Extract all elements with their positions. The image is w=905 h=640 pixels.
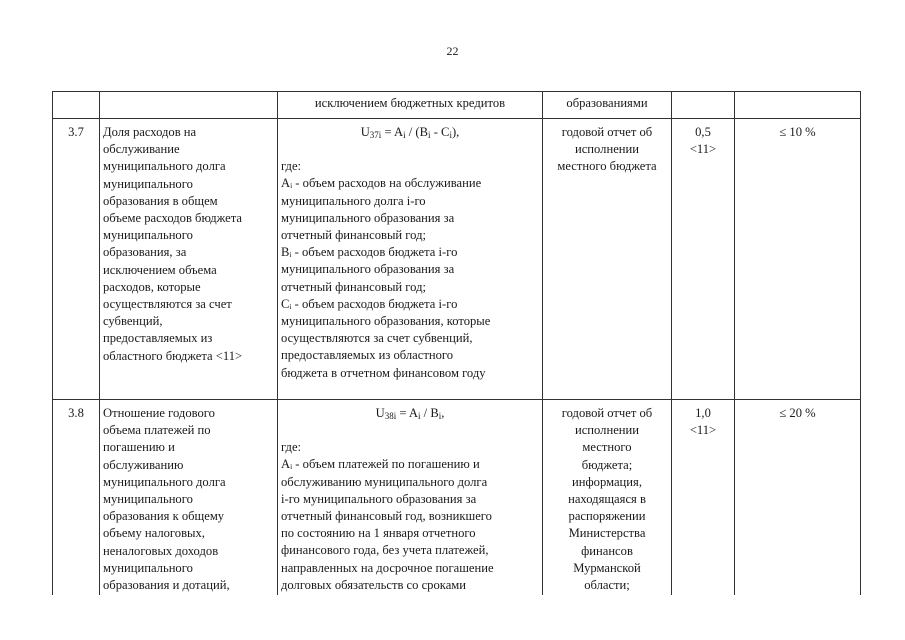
formula-rhs: = A bbox=[381, 125, 404, 139]
cell-threshold: ≤ 20 % bbox=[735, 400, 861, 596]
formula-tail: / (B bbox=[405, 125, 429, 139]
page-number: 22 bbox=[446, 44, 459, 58]
cell-name bbox=[100, 92, 278, 119]
formula-tail-sub: i bbox=[428, 130, 431, 140]
cell-source: образованиями bbox=[543, 92, 672, 119]
cell-name: Доля расходов на обслуживание муниципального долга муниципального образования в общем объеме расходов бюджета муниципального образования, за исключением объема расходов, которые осуществляются за счет субвенций, предоставляемых из областного бюджета <11> bbox=[100, 119, 278, 400]
cell-source: годовой отчет об исполнении местного бюджета; информация, находящаяся в распоряжении Министерства финансов Мурманской области; bbox=[543, 400, 672, 596]
formula-lhs: U bbox=[360, 125, 370, 139]
cell-name: Отношение годового объема платежей по погашению и обслуживанию муниципального долга муниципального образования к общему объему налоговых, неналоговых доходов муниципального образования и дотаций, bbox=[100, 400, 278, 596]
formula-rhs-sub: i bbox=[403, 130, 406, 140]
formula-rhs-sub: i bbox=[418, 411, 421, 421]
formula-lhs-sub: 37i bbox=[369, 130, 382, 140]
cell-value bbox=[672, 92, 735, 119]
cell-no: 3.8 bbox=[53, 400, 100, 596]
formula-spacer bbox=[281, 141, 539, 158]
cell-source: годовой отчет об исполнении местного бюджета bbox=[543, 119, 672, 400]
formula-tail2: - C bbox=[430, 125, 450, 139]
formula-expression bbox=[281, 124, 539, 141]
cell-value: 1,0 <11> bbox=[672, 400, 735, 596]
formula-tail2-sub: i bbox=[449, 130, 452, 140]
cell-threshold bbox=[735, 92, 861, 119]
cell-value: 0,5 <11> bbox=[672, 119, 735, 400]
formula-end: ), bbox=[451, 125, 460, 139]
cell-threshold: ≤ 10 % bbox=[735, 119, 861, 400]
formula-end: , bbox=[441, 406, 445, 420]
cell-formula bbox=[278, 400, 543, 596]
formula-tail: / B bbox=[420, 406, 439, 420]
formula-expression bbox=[281, 405, 539, 422]
formula-tail-sub: i bbox=[438, 411, 442, 421]
cell-formula bbox=[278, 119, 543, 400]
table-row-3-7 bbox=[53, 119, 861, 400]
formula-legend: где: Aᵢ - объем платежей по погашению и обслуживанию муниципального долга i-го муниципального образования за отчетный финансовый год, возникшего по состоянию на 1 января отчетного финансового года, без учета платежей, направленных на досрочное погашение долговых обязательств со сроками bbox=[281, 440, 494, 592]
table-row-continuation bbox=[53, 92, 861, 119]
cell-formula: исключением бюджетных кредитов bbox=[278, 92, 543, 119]
formula-legend: где: Aᵢ - объем расходов на обслуживание муниципального долга i-го муниципального образования за отчетный финансовый год; Bᵢ - объем расходов бюджета i-го муниципального образования за отчетный финансовый год; Cᵢ - объем расходов бюджета i-го муниципального образования, которые осуществляются за счет субвенций, предоставляемых из областного бюджета в отчетном финансовом году bbox=[281, 159, 491, 380]
indicator-table bbox=[52, 91, 861, 595]
cell-no: 3.7 bbox=[53, 119, 100, 400]
cell-no bbox=[53, 92, 100, 119]
formula-lhs-sub: 38i bbox=[384, 411, 397, 421]
formula-spacer bbox=[281, 422, 539, 439]
formula-lhs: U bbox=[375, 406, 385, 420]
table-row-3-8 bbox=[53, 400, 861, 596]
formula-rhs: = A bbox=[396, 406, 419, 420]
